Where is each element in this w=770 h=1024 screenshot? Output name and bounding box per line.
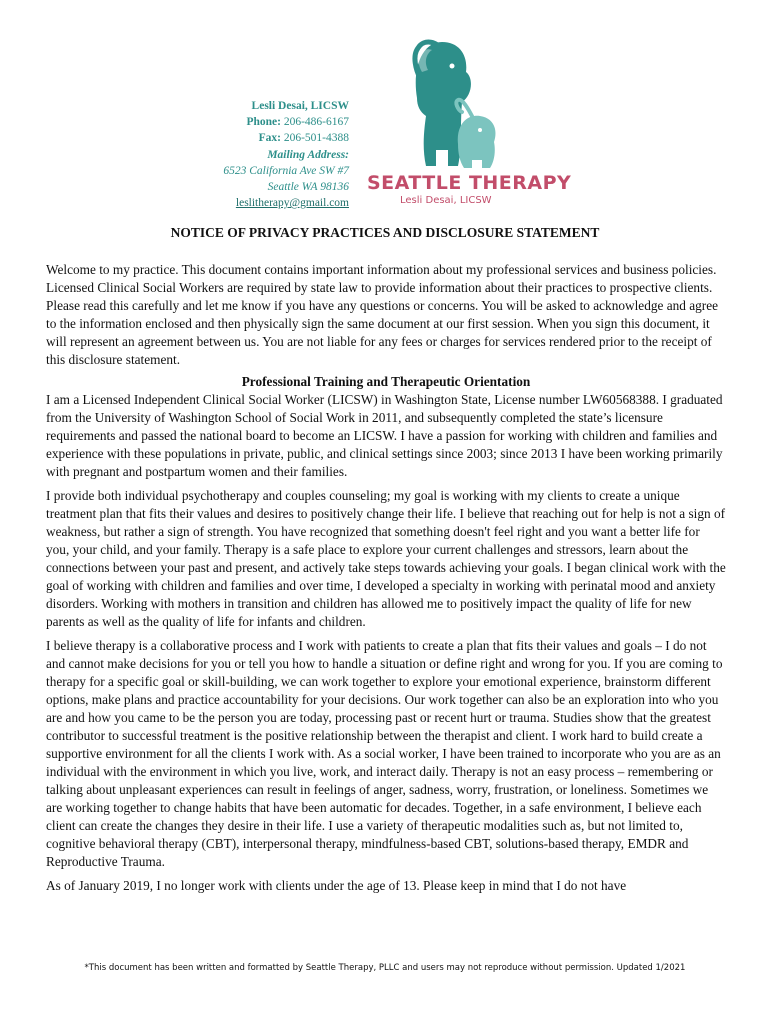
section-heading: Professional Training and Therapeutic Orientation (241, 374, 531, 389)
mailing-label: Mailing Address: (267, 148, 349, 161)
contact-block (223, 98, 349, 211)
address-line-1: 6523 California Ave SW #7 (223, 164, 349, 177)
logo-title: SEATTLE THERAPY (367, 172, 572, 194)
document-body (46, 261, 726, 901)
phone-label: Phone: (246, 116, 281, 129)
fax-number: 206-501-4388 (283, 132, 349, 145)
phone-number: 206-486-6167 (283, 116, 349, 129)
collaboration-paragraph: I believe therapy is a collaborative process and I work with patients to create a plan that fits their values and goals – I do not and cannot make decisions for you or tell you how to handle a situation or define right and wrong for you. If you are coming to therapy for a specific goal or skill-building, we can work together to explore your emotional experience, brainstorm different options, make plans and practice accountability for your decisions. Our work together can also be an exploration into who you are and how you came to be the person you are today, processing past or recent hurt or trauma. Studies show that the greatest contributor to successful treatment is the positive relationship between the therapist and client. I work hard to build create a supportive environment for all the clients I work with. As a social worker, I have been trained to incorporate who you are as an individual with the environment in which you live, work, and interact daily. Therapy is not an easy process – remembering or talking about unpleasant experiences can result in feelings of anger, sadness, worry, frustration, or loneliness. Sometimes we are working together to change habits that have been automatic for decades. Together, in a safe environment, I believe each client can create the changes they desire in their life. I use a variety of therapeutic modalities such as, but not limited to, cognitive behavioral therapy (CBT), interpersonal therapy, mindfulness-based CBT, solutions-based therapy, EMDR and Reproductive Trauma. (46, 638, 723, 869)
training-paragraph: I am a Licensed Independent Clinical Social Worker (LICSW) in Washington State, License number LW60568388. I graduated from the University of Washington School of Social Work in 2011, and subsequently completed the state’s licensure requirements and passed the national board to become an LICSW. I have a passion for working with children and families and experience with these populations in private, public, and clinical settings since 2003; since 2013 I have been working primarily with pregnant and postpartum women and their families. (46, 392, 723, 479)
fax-line (223, 130, 349, 146)
phone-line (223, 114, 349, 130)
logo-wordmark (367, 172, 571, 206)
approach-paragraph: I provide both individual psychotherapy and couples counseling; my goal is working with my clients to create a unique treatment plan that fits their values and desires to positively change their life. I believe that reaching out for help is not a sign of weakness, but rather a sign of strength. You have recognized that something doesn't feel right and you want a better life for you, your child, and your family. Therapy is a safe place to explore your current challenges and stressors, learn about the connections between your past and present, and actively take steps towards achieving your goals. I began clinical work with the goal of working with children and families and over time, I developed a specialty in working with perinatal mood and anxiety disorders. Working with mothers in transition and children has allowed me to positively impact the quality of life for new parents as well as the quality of life for infants and children. (46, 488, 726, 629)
intro-paragraph: Welcome to my practice. This document contains important information about my professional services and business policies. Licensed Clinical Social Workers are required by state law to provide information about their practices to prospective clients. Please read this carefully and let me know if you have any questions or concerns. You will be asked to acknowledge and agree to the information enclosed and then physically sign the same document at our first session. When you sign this document, it will represent an agreement between us. You are not liable for any fees or charges for services rendered prior to the receipt of this disclosure statement. (46, 262, 719, 367)
fax-label: Fax: (258, 132, 281, 145)
document-title: NOTICE OF PRIVACY PRACTICES AND DISCLOSURE STATEMENT (170, 225, 600, 240)
logo-subtitle: Lesli Desai, LICSW (400, 195, 492, 206)
address-line-2: Seattle WA 98136 (267, 181, 349, 194)
email-link[interactable]: leslitherapy@gmail.com (235, 197, 349, 210)
age-policy-paragraph: As of January 2019, I no longer work with clients under the age of 13. Please keep in mind that I do not have (46, 878, 627, 893)
therapist-name: Lesli Desai, LICSW (251, 100, 349, 112)
footer-note: *This document has been written and formatted by Seattle Therapy, PLLC and users may not reproduce without permission. Updated 1/2021 (84, 963, 686, 973)
